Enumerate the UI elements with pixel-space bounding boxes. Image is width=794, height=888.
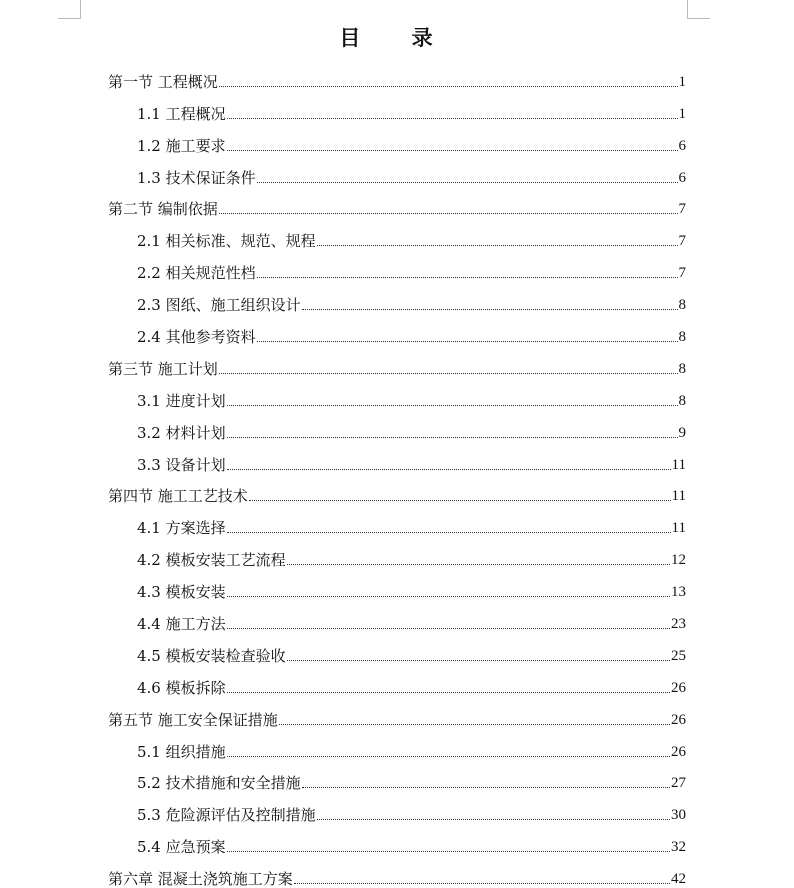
dot-leader — [257, 182, 678, 183]
toc-entry-page-number: 8 — [678, 392, 686, 409]
dot-leader — [227, 596, 670, 597]
toc-list — [108, 59, 686, 888]
toc-entry[interactable] — [108, 505, 686, 537]
toc-entry-title: 5.1 组织措施 — [137, 742, 226, 761]
dot-leader — [294, 883, 670, 884]
toc-entry[interactable] — [108, 474, 686, 506]
toc-entry-title: 3.3 设备计划 — [137, 455, 226, 474]
toc-entry-page-number: 12 — [671, 552, 686, 569]
toc-entry[interactable] — [108, 250, 686, 282]
toc-entry-title: 4.4 施工方法 — [137, 615, 226, 634]
toc-entry-title: 3.2 材料计划 — [137, 423, 226, 442]
toc-entry-page-number: 1 — [678, 73, 686, 90]
toc-entry-page-number: 30 — [671, 807, 686, 824]
toc-entry[interactable] — [108, 729, 686, 761]
toc-entry-title: 1.1 工程概况 — [137, 104, 226, 123]
toc-entry-title: 1.3 技术保证条件 — [137, 168, 256, 187]
toc-entry[interactable] — [108, 665, 686, 697]
toc-entry[interactable] — [108, 856, 686, 888]
toc-entry-page-number: 42 — [671, 871, 686, 888]
toc-entry-page-number: 11 — [671, 456, 686, 473]
toc-entry-page-number: 26 — [671, 711, 686, 728]
toc-entry-page-number: 27 — [671, 775, 686, 792]
toc-entry-page-number: 11 — [671, 520, 686, 537]
toc-entry-page-number: 13 — [671, 584, 686, 601]
toc-entry-page-number: 11 — [671, 488, 686, 505]
dot-leader — [227, 628, 670, 629]
toc-entry-title: 2.2 相关规范性档 — [137, 264, 256, 283]
toc-entry[interactable] — [108, 314, 686, 346]
dot-leader — [317, 245, 678, 246]
toc-entry-title: 第四节 施工工艺技术 — [108, 487, 248, 506]
toc-entry-page-number: 6 — [678, 169, 686, 186]
toc-entry-title: 第三节 施工计划 — [108, 359, 218, 378]
toc-entry-page-number: 6 — [678, 137, 686, 154]
dot-leader — [287, 660, 670, 661]
toc-entry-title: 第一节 工程概况 — [108, 72, 218, 91]
toc-entry-title: 第五节 施工安全保证措施 — [108, 710, 278, 729]
toc-entry[interactable] — [108, 123, 686, 155]
toc-entry[interactable] — [108, 378, 686, 410]
dot-leader — [227, 405, 678, 406]
dot-leader — [257, 341, 678, 342]
dot-leader — [219, 373, 678, 374]
toc-title: 目 录 — [339, 25, 455, 50]
toc-entry[interactable] — [108, 601, 686, 633]
toc-entry[interactable] — [108, 633, 686, 665]
toc-entry-page-number: 32 — [671, 839, 686, 856]
toc-entry-page-number: 23 — [671, 616, 686, 633]
toc-entry[interactable] — [108, 155, 686, 187]
toc-entry-page-number: 8 — [678, 329, 686, 346]
dot-leader — [302, 787, 670, 788]
toc-entry-page-number: 8 — [678, 360, 686, 377]
toc-entry-title: 4.3 模板安装 — [137, 583, 226, 602]
toc-entry[interactable] — [108, 792, 686, 824]
toc-entry-title: 2.1 相关标准、规范、规程 — [137, 232, 316, 251]
toc-entry[interactable] — [108, 218, 686, 250]
toc-entry-title: 2.3 图纸、施工组织设计 — [137, 296, 301, 315]
toc-entry-page-number: 7 — [678, 265, 686, 282]
toc-entry[interactable] — [108, 59, 686, 91]
crop-mark-top-left — [58, 0, 81, 19]
toc-entry[interactable] — [108, 91, 686, 123]
toc-entry[interactable] — [108, 761, 686, 793]
toc-entry-page-number: 25 — [671, 647, 686, 664]
dot-leader — [287, 564, 670, 565]
toc-entry[interactable] — [108, 442, 686, 474]
dot-leader — [227, 532, 671, 533]
toc-entry-title: 1.2 施工要求 — [137, 136, 226, 155]
toc-entry[interactable] — [108, 346, 686, 378]
toc-entry-title: 第六章 混凝土浇筑施工方案 — [108, 870, 293, 888]
dot-leader — [219, 213, 678, 214]
toc-entry[interactable] — [108, 187, 686, 219]
toc-entry-title: 4.1 方案选择 — [137, 519, 226, 538]
toc-entry[interactable] — [108, 282, 686, 314]
toc-entry-title: 2.4 其他参考资料 — [137, 328, 256, 347]
crop-mark-top-right — [687, 0, 710, 19]
toc-entry-title: 4.6 模板拆除 — [137, 678, 226, 697]
dot-leader — [219, 86, 678, 87]
toc-entry[interactable] — [108, 697, 686, 729]
toc-entry-page-number: 9 — [678, 424, 686, 441]
dot-leader — [257, 277, 678, 278]
dot-leader — [317, 819, 670, 820]
toc-entry[interactable] — [108, 569, 686, 601]
toc-entry[interactable] — [108, 537, 686, 569]
dot-leader — [227, 469, 671, 470]
toc-entry-page-number: 8 — [678, 297, 686, 314]
toc-entry-title: 4.2 模板安装工艺流程 — [137, 551, 286, 570]
toc-entry[interactable] — [108, 410, 686, 442]
toc-entry-title: 5.3 危险源评估及控制措施 — [137, 806, 316, 825]
dot-leader — [227, 150, 678, 151]
toc-entry-page-number: 7 — [678, 201, 686, 218]
dot-leader — [227, 756, 670, 757]
toc-entry-page-number: 26 — [671, 679, 686, 696]
toc-entry-title: 5.4 应急预案 — [137, 838, 226, 857]
toc-entry-page-number: 1 — [678, 105, 686, 122]
toc-entry-title: 第二节 编制依据 — [108, 200, 218, 219]
toc-entry-page-number: 7 — [678, 233, 686, 250]
toc-entry[interactable] — [108, 824, 686, 856]
dot-leader — [302, 309, 678, 310]
dot-leader — [227, 118, 678, 119]
toc-entry-title: 4.5 模板安装检查验收 — [137, 646, 286, 665]
dot-leader — [227, 851, 670, 852]
dot-leader — [249, 500, 671, 501]
dot-leader — [227, 437, 678, 438]
dot-leader — [227, 692, 670, 693]
dot-leader — [279, 724, 670, 725]
toc-entry-title: 5.2 技术措施和安全措施 — [137, 774, 301, 793]
toc-entry-title: 3.1 进度计划 — [137, 391, 226, 410]
toc-entry-page-number: 26 — [671, 743, 686, 760]
